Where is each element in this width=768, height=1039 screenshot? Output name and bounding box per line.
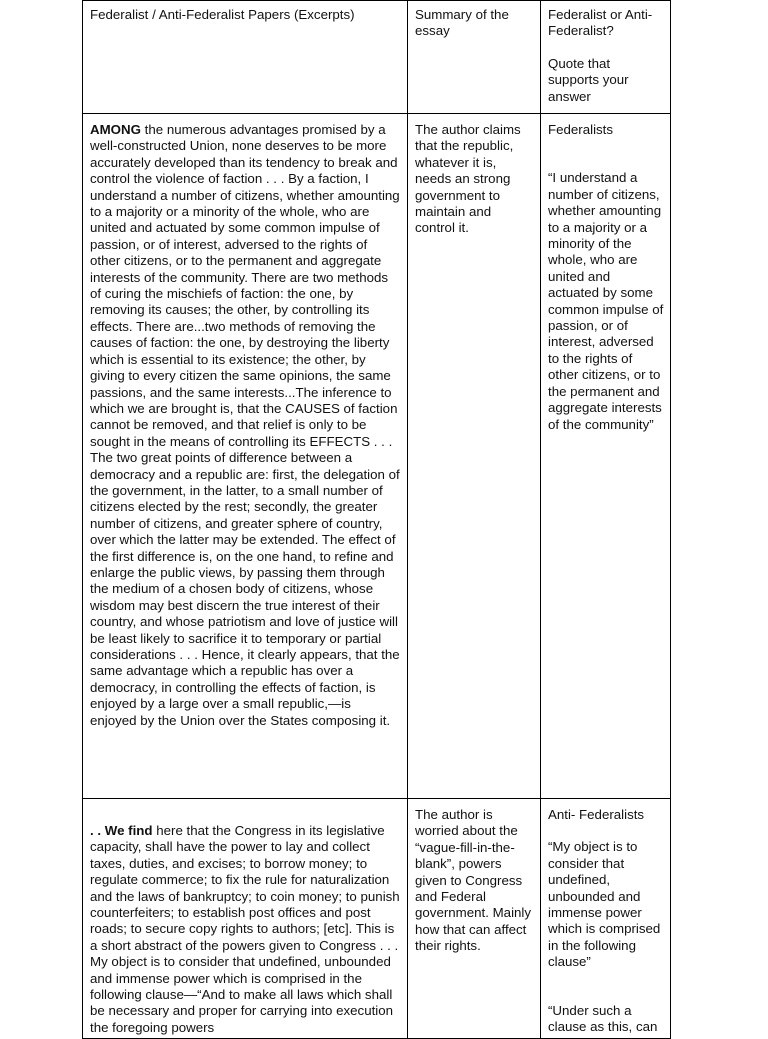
header-side-text: Federalist or Anti-Federalist? [548, 7, 653, 39]
header-summary-text: Summary of the essay [415, 7, 509, 39]
excerpt-lead: AMONG [90, 122, 141, 137]
table-row [83, 114, 671, 799]
side-cell [541, 799, 671, 1039]
table-row [83, 799, 671, 1039]
side-label: Anti- Federalists [548, 807, 645, 822]
quote-text: “My object is to consider that undefined, unbounded and immense power which is comprised in the following clause” [548, 839, 661, 970]
spacer [548, 971, 664, 1003]
summary-cell [408, 799, 541, 1039]
excerpt-body: here that the Congress in its legislative capacity, shall have the power to lay and collect taxes, duties, and excises; to borrow money; to regulate commerce; to fix the rule for naturalization and the laws of bankruptcy; to coin money; to punish counterfeiters; to establish post offices and post roads; to secure copy rights to authors; [etc]. This is a short abstract of the powers given to Congress . . . My object is to consider that undefined, unbounded and immense power which is comprised in the following clause—“And to make all laws which shall be necessary and proper for carrying into execution the foregoing powers [90, 823, 400, 1035]
side-label: Federalists [548, 122, 614, 137]
spacer [548, 138, 664, 170]
spacer [548, 823, 664, 839]
header-side [541, 1, 671, 114]
excerpt-text [90, 823, 401, 1036]
papers-table [82, 0, 671, 1039]
spacer [548, 40, 664, 56]
excerpt-cell [83, 114, 408, 799]
excerpt-text [90, 122, 401, 729]
excerpt-body: the numerous advantages promised by a well-constructed Union, none deserves to be more accurately developed than its tendency to break and control the violence of faction . . . By a faction, I understand a number of citizens, whether amounting to a majority or a minority of the whole, who are united and actuated by some common impulse of passion, or of interest, adversed to the rights of other citizens, or to the permanent and aggregate interests of the community. There are two methods of curing the mischiefs of faction: the one, by removing its causes; the other, by controlling its effects. There are...two methods of removing the causes of faction: the one, by destroying the liberty which is essential to its existence; the other, by giving to every citizen the same opinions, the same passions, and the same interests...The inference to which we are brought is, that the CAUSES of faction cannot be removed, and that relief is only to be sought in the means of controlling its EFFECTS . . . The two great points of difference between a democracy and a republic are: first, the delegation of the government, in the latter, to a small number of citizens elected by the rest; secondly, the greater number of citizens, and greater sphere of country, over which the latter may be extended. The effect of the first difference is, on the one hand, to refine and enlarge the public views, by passing them through the medium of a chosen body of citizens, whose wisdom may best discern the true interest of their country, and whose patriotism and love of justice will be least likely to sacrifice it to temporary or partial considerations . . . Hence, it clearly appears, that the same advantage which a republic has over a democracy, in controlling the effects of faction, is enjoyed by a large over a small republic,—is enjoyed by the Union over the States composing it. [90, 122, 400, 728]
side-cell [541, 114, 671, 799]
header-excerpts-text: Federalist / Anti-Federalist Papers (Excerpts) [90, 7, 355, 22]
excerpt-lead: . . We find [90, 823, 153, 838]
quote-text: “I understand a number of citizens, whether amounting to a majority or a minority of the whole, who are united and actuated by some common impulse of passion, or of interest, adversed to the rights of other citizens, or to the permanent and aggregate interests of the community” [548, 170, 664, 432]
summary-cell [408, 114, 541, 799]
spacer [90, 807, 401, 823]
quote-text-2: “Under such a clause as this, can [548, 1002, 658, 1035]
summary-text: The author is worried about the “vague-fill-in-the-blank”, powers given to Congress and Federal government. Mainly how that can affect their rights. [415, 807, 532, 954]
excerpt-cell [83, 799, 408, 1039]
summary-text: The author claims that the republic, whatever it is, needs an strong government to maintain and control it. [415, 122, 521, 236]
header-quote-text: Quote that supports your answer [548, 55, 629, 104]
header-summary [408, 1, 541, 114]
header-row [83, 1, 671, 114]
header-excerpts [83, 1, 408, 114]
